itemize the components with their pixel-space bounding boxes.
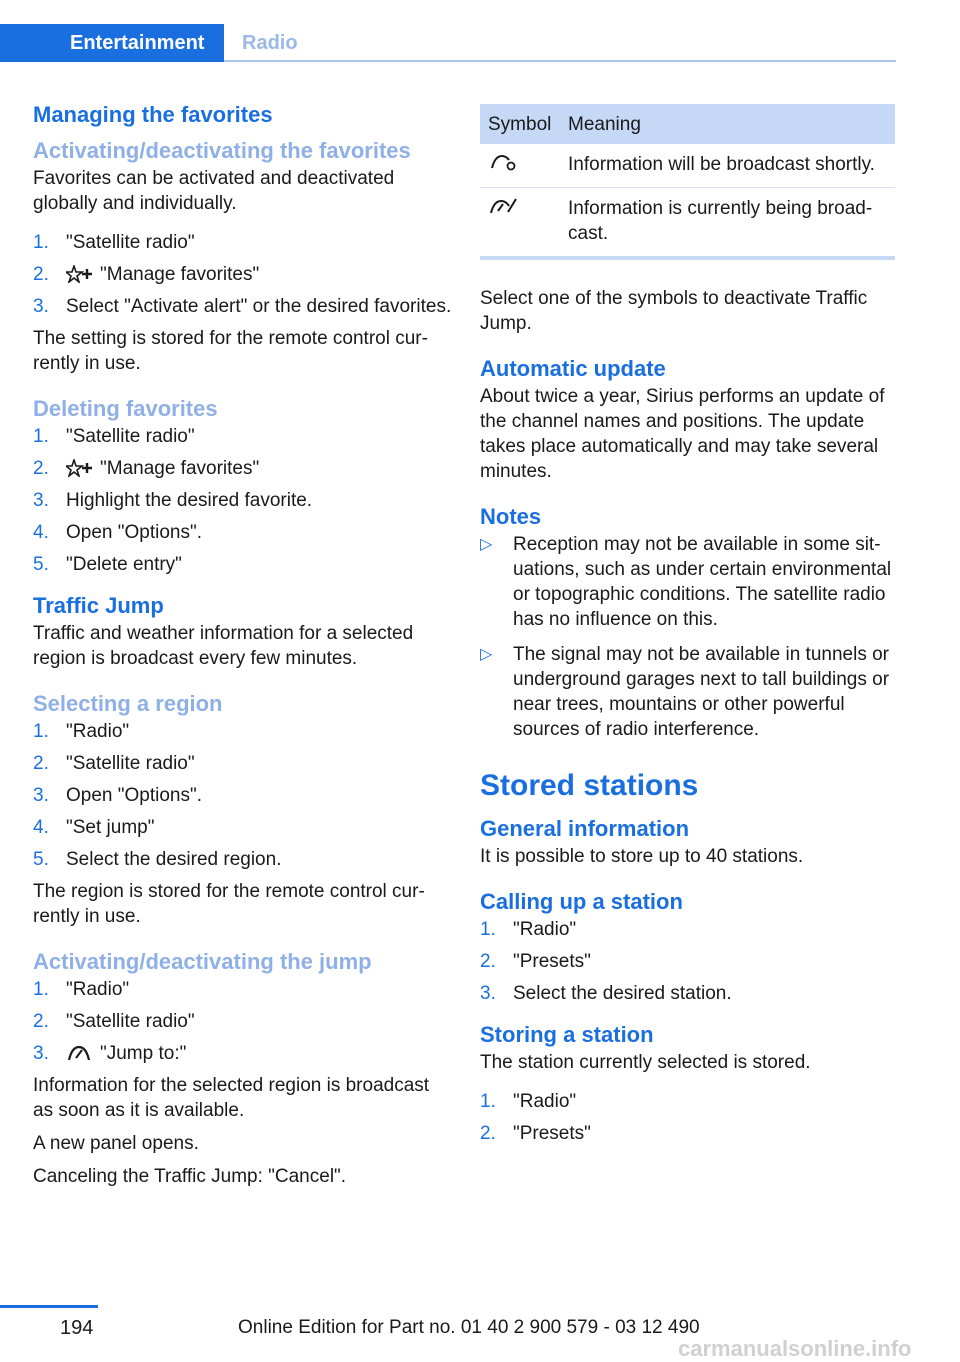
list-item: 5. Select the desired region. <box>33 849 282 870</box>
list-item: 1. "Radio" <box>480 1091 577 1112</box>
list-item: 1. "Satellite radio" <box>33 426 195 447</box>
list-item: 1. "Radio" <box>33 979 130 1000</box>
selecting-note: The region is stored for the remote control currently in use. <box>33 881 425 927</box>
heading-storing-station: Storing a station <box>480 1022 654 1047</box>
calling-steps <box>480 917 898 1006</box>
activating-intro: Favorites can be activated and deactivated globally and individually. <box>33 168 395 214</box>
list-item: 3. Select the desired station. <box>480 983 732 1004</box>
notes-list <box>480 532 898 742</box>
heading-selecting-region: Selecting a region <box>33 691 223 716</box>
table-row <box>480 188 895 259</box>
heading-notes: Notes <box>480 504 542 529</box>
header-divider <box>224 60 896 62</box>
symbol-table <box>480 104 895 260</box>
heading-traffic-jump: Traffic Jump <box>33 593 164 618</box>
table-header-row <box>480 104 895 144</box>
update-text: About twice a year, Sirius performs an update of the channel names and positions. The update takes place automatically and may take several minutes. <box>480 386 885 482</box>
footer-divider <box>0 1305 98 1308</box>
left-column <box>33 100 453 1189</box>
list-item: 3. Open "Options". <box>33 785 203 806</box>
list-item: 1. "Satellite radio" <box>33 232 195 253</box>
traffic-jump-icon <box>66 1044 92 1062</box>
list-item: 2. "Satellite radio" <box>33 1011 195 1032</box>
deactivate-note: Select one of the symbols to deactivate Traffic Jump. <box>480 288 868 334</box>
list-item: 2. "Satellite radio" <box>33 753 195 774</box>
watermark: carmanualsonline.info <box>678 1336 912 1361</box>
list-item: 3. "Jump to:" <box>33 1043 187 1064</box>
table-header-symbol: Symbol <box>480 104 560 144</box>
jump-note-cancel: Canceling the Traffic Jump: "Cancel". <box>33 1166 347 1187</box>
table-cell-meaning: Information will be broadcast shortly. <box>560 144 895 188</box>
heading-automatic-update: Automatic update <box>480 356 666 381</box>
storing-steps <box>480 1089 898 1146</box>
list-item: 2. "Manage favorites" <box>33 458 260 479</box>
list-item: 1. "Radio" <box>480 919 577 940</box>
table-header-meaning: Meaning <box>560 104 895 144</box>
jump-note-broadcast: Information for the selected region is broadcast as soon as it is available. <box>33 1075 430 1121</box>
heading-activating-favorites: Activating/deactivating the favorites <box>33 138 411 163</box>
heading-deleting-favorites: Deleting favorites <box>33 396 218 421</box>
deleting-steps <box>33 424 453 577</box>
page-number: 194 <box>60 1317 94 1339</box>
list-item: 3. Select "Activate alert" or the desired favorites. <box>33 296 452 317</box>
list-item: ▷ Reception may not be available in some situations, such as under certain environmental or topographic conditions. The satellite radio has no influence on this. <box>480 534 892 630</box>
jump-steps <box>33 977 453 1066</box>
edition-text: Online Edition for Part no. 01 40 2 900 579 - 03 12 490 <box>238 1317 700 1338</box>
list-item: 1. "Radio" <box>33 721 130 742</box>
heading-calling-station: Calling up a station <box>480 889 683 914</box>
favorites-star-icon <box>66 265 92 283</box>
heading-managing-favorites: Managing the favorites <box>33 102 273 127</box>
table-row <box>480 144 895 188</box>
heading-activating-jump: Activating/deactivating the jump <box>33 949 372 974</box>
traffic-broadcast-soon-icon <box>488 152 518 172</box>
tab-entertainment[interactable]: Entertainment <box>0 24 224 62</box>
tab-radio[interactable]: Radio <box>242 32 298 54</box>
heading-general-information: General information <box>480 816 690 841</box>
storing-text: The station currently selected is stored. <box>480 1052 811 1073</box>
jump-note-panel: A new panel opens. <box>33 1133 199 1154</box>
table-cell-meaning: Information is currently being broadcast. <box>560 188 895 259</box>
list-item: 3. Highlight the desired favorite. <box>33 490 313 511</box>
list-item: 2. "Presets" <box>480 1123 591 1144</box>
activating-note: The setting is stored for the remote control currently in use. <box>33 328 428 374</box>
chapter-header <box>0 0 960 62</box>
list-item: 5. "Delete entry" <box>33 554 182 575</box>
traffic-intro: Traffic and weather information for a selected region is broadcast every few minutes. <box>33 623 414 669</box>
list-item: 2. "Manage favorites" <box>33 264 260 285</box>
favorites-star-icon <box>66 459 92 477</box>
right-column <box>480 104 898 1153</box>
heading-stored-stations: Stored stations <box>480 769 699 802</box>
list-item: 4. Open "Options". <box>33 522 203 543</box>
list-item: ▷ The signal may not be available in tunnels or underground garages next to tall buildings or near trees, mountains or other powerful sources of radio interference. <box>480 644 890 740</box>
general-text: It is possible to store up to 40 stations. <box>480 846 804 867</box>
list-item: 4. "Set jump" <box>33 817 155 838</box>
traffic-broadcasting-icon <box>488 196 518 216</box>
activating-steps <box>33 230 453 319</box>
selecting-steps <box>33 719 453 872</box>
list-item: 2. "Presets" <box>480 951 591 972</box>
